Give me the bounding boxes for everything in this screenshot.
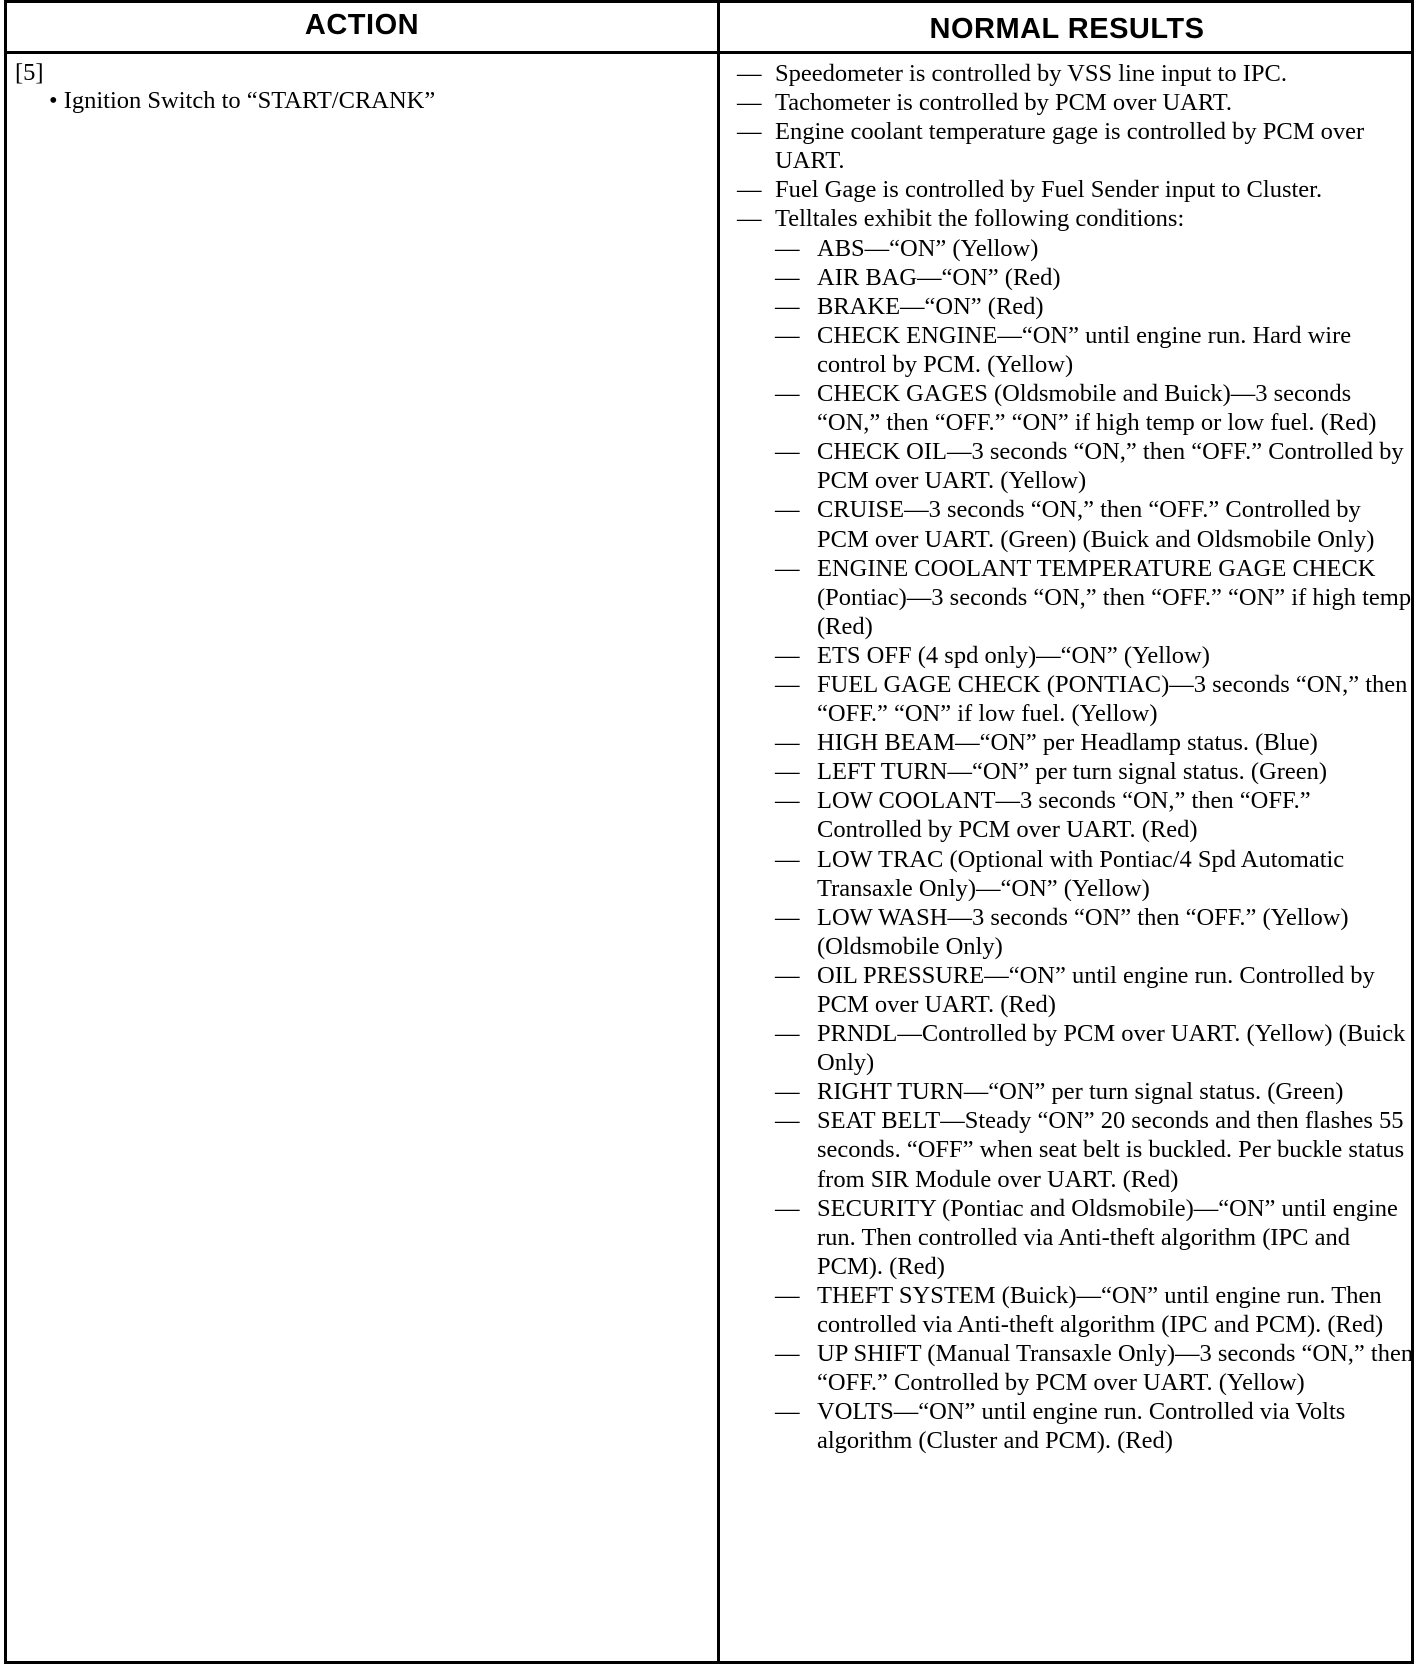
telltale-item (775, 554, 1417, 641)
telltale-text: LOW WASH—3 seconds “ON” then “OFF.” (Yellow) (Oldsmobile Only) (817, 903, 1349, 960)
telltale-text: RIGHT TURN—“ON” per turn signal status. (Green) (817, 1078, 1344, 1106)
list-item (737, 117, 1417, 175)
telltale-item (775, 1397, 1417, 1455)
dash: — (775, 729, 800, 757)
telltale-text: THEFT SYSTEM (Buick)—“ON” until engine run. Then controlled via Anti-theft algorithm (IPC and PCM). (Red) (817, 1281, 1384, 1339)
dash: — (737, 176, 762, 204)
telltale-text: VOLTS—“ON” until engine run. Controlled via Volts algorithm (Cluster and PCM). (Red) (817, 1398, 1346, 1455)
list-item (737, 204, 1417, 1455)
dash: — (775, 903, 800, 931)
result-text: Tachometer is controlled by PCM over UART. (775, 89, 1233, 117)
telltale-item (775, 321, 1417, 379)
dash: — (775, 438, 800, 466)
telltale-item (775, 670, 1417, 728)
telltale-text: ABS—“ON” (Yellow) (817, 234, 1039, 262)
bullet: • (49, 87, 58, 114)
action-cell (15, 59, 705, 115)
telltale-text: OIL PRESSURE—“ON” until engine run. Controlled by PCM over UART. (Red) (817, 961, 1375, 1018)
telltale-item (775, 234, 1417, 263)
action-column-header: ACTION (304, 9, 420, 41)
telltale-item (775, 1019, 1417, 1077)
dash: — (775, 758, 800, 786)
normal-results-cell (737, 59, 1417, 1456)
telltale-text: PRNDL—Controlled by PCM over UART. (Yellow) (Buick Only) (817, 1020, 1406, 1077)
dash: — (775, 1340, 800, 1368)
telltale-list (775, 234, 1417, 1456)
dash: — (775, 554, 800, 582)
list-item (737, 175, 1417, 204)
dash: — (775, 1398, 800, 1426)
dash: — (775, 1020, 800, 1048)
dash: — (775, 292, 800, 320)
telltale-text: CHECK ENGINE—“ON” until engine run. Hard wire control by PCM. (Yellow) (817, 321, 1352, 378)
dash: — (775, 321, 800, 349)
telltale-item (775, 961, 1417, 1019)
result-text: Fuel Gage is controlled by Fuel Sender input to Cluster. (775, 176, 1323, 204)
telltale-text: LEFT TURN—“ON” per turn signal status. (Green) (817, 758, 1328, 786)
column-divider (717, 3, 720, 1661)
telltale-item (775, 437, 1417, 495)
dash: — (775, 380, 800, 408)
telltale-item (775, 1281, 1417, 1339)
dash: — (775, 961, 800, 989)
result-text: Engine coolant temperature gage is controlled by PCM over UART. (775, 118, 1365, 175)
dash: — (775, 1107, 800, 1135)
telltale-item (775, 1194, 1417, 1281)
table-header-row (7, 3, 1411, 54)
result-text: Speedometer is controlled by VSS line input to IPC. (775, 60, 1287, 87)
dash: — (737, 60, 762, 87)
telltale-text: HIGH BEAM—“ON” per Headlamp status. (Blue) (817, 729, 1318, 757)
telltale-item (775, 1339, 1417, 1397)
results-list (737, 59, 1417, 1456)
telltale-item (775, 379, 1417, 437)
dash: — (775, 234, 800, 262)
telltale-text: LOW COOLANT—3 seconds “ON,” then “OFF.” Controlled by PCM over UART. (Red) (817, 787, 1311, 844)
telltale-item (775, 641, 1417, 670)
telltale-item (775, 263, 1417, 292)
dash: — (775, 787, 800, 815)
dash: — (775, 641, 800, 669)
telltale-text: SEAT BELT—Steady “ON” 20 seconds and then flashes 55 seconds. “OFF” when seat belt is buckled. Per buckle status from SIR Module over UART. (Red) (817, 1107, 1405, 1193)
result-text: Telltales exhibit the following conditions: (775, 205, 1185, 233)
telltale-text: CHECK OIL—3 seconds “ON,” then “OFF.” Controlled by PCM over UART. (Yellow) (817, 438, 1404, 495)
telltale-item (775, 903, 1417, 961)
telltale-text: ENGINE COOLANT TEMPERATURE GAGE CHECK (Pontiac)—3 seconds “ON,” then “OFF.” “ON” if high temp (Red) (817, 554, 1412, 640)
telltale-text: AIR BAG—“ON” (Red) (817, 263, 1061, 291)
telltale-text: LOW TRAC (Optional with Pontiac/4 Spd Automatic Transaxle Only)—“ON” (Yellow) (817, 845, 1345, 902)
telltale-item (775, 845, 1417, 903)
telltale-item (775, 292, 1417, 321)
list-item (737, 59, 1417, 88)
dash: — (775, 1194, 800, 1222)
telltale-text: CRUISE—3 seconds “ON,” then “OFF.” Controlled by PCM over UART. (Green) (Buick and Oldsmobile Only) (817, 496, 1375, 553)
telltale-text: UP SHIFT (Manual Transaxle Only)—3 seconds “ON,” then “OFF.” Controlled by PCM over UART. (Yellow) (817, 1340, 1414, 1397)
normal-results-column-header: NORMAL RESULTS (929, 13, 1205, 45)
telltale-item (775, 728, 1417, 757)
action-step-number: [5] (15, 59, 44, 86)
dash: — (775, 845, 800, 873)
dash: — (775, 1281, 800, 1309)
telltale-item (775, 1106, 1417, 1193)
dash: — (737, 118, 762, 146)
telltale-item (775, 495, 1417, 553)
telltale-text: BRAKE—“ON” (Red) (817, 292, 1044, 320)
list-item (737, 88, 1417, 117)
dash: — (737, 89, 762, 117)
telltale-text: ETS OFF (4 spd only)—“ON” (Yellow) (817, 641, 1210, 669)
telltale-item (775, 1077, 1417, 1106)
telltale-text: CHECK GAGES (Oldsmobile and Buick)—3 seconds “ON,” then “OFF.” “ON” if high temp or low fuel. (Red) (817, 380, 1377, 437)
telltale-item (775, 757, 1417, 786)
dash: — (775, 496, 800, 524)
telltale-text: FUEL GAGE CHECK (PONTIAC)—3 seconds “ON,” then “OFF.” “ON” if low fuel. (Yellow) (817, 670, 1408, 728)
dash: — (775, 1078, 800, 1106)
dash: — (775, 670, 800, 698)
action-item-text: Ignition Switch to “START/CRANK” (63, 87, 436, 114)
telltale-item (775, 786, 1417, 844)
action-item (49, 87, 705, 115)
dash: — (737, 205, 762, 233)
telltale-text: SECURITY (Pontiac and Oldsmobile)—“ON” until engine run. Then controlled via Anti-theft algorithm (IPC and PCM). (Red) (817, 1194, 1398, 1280)
dash: — (775, 263, 800, 291)
diagnostic-table (4, 0, 1414, 1664)
